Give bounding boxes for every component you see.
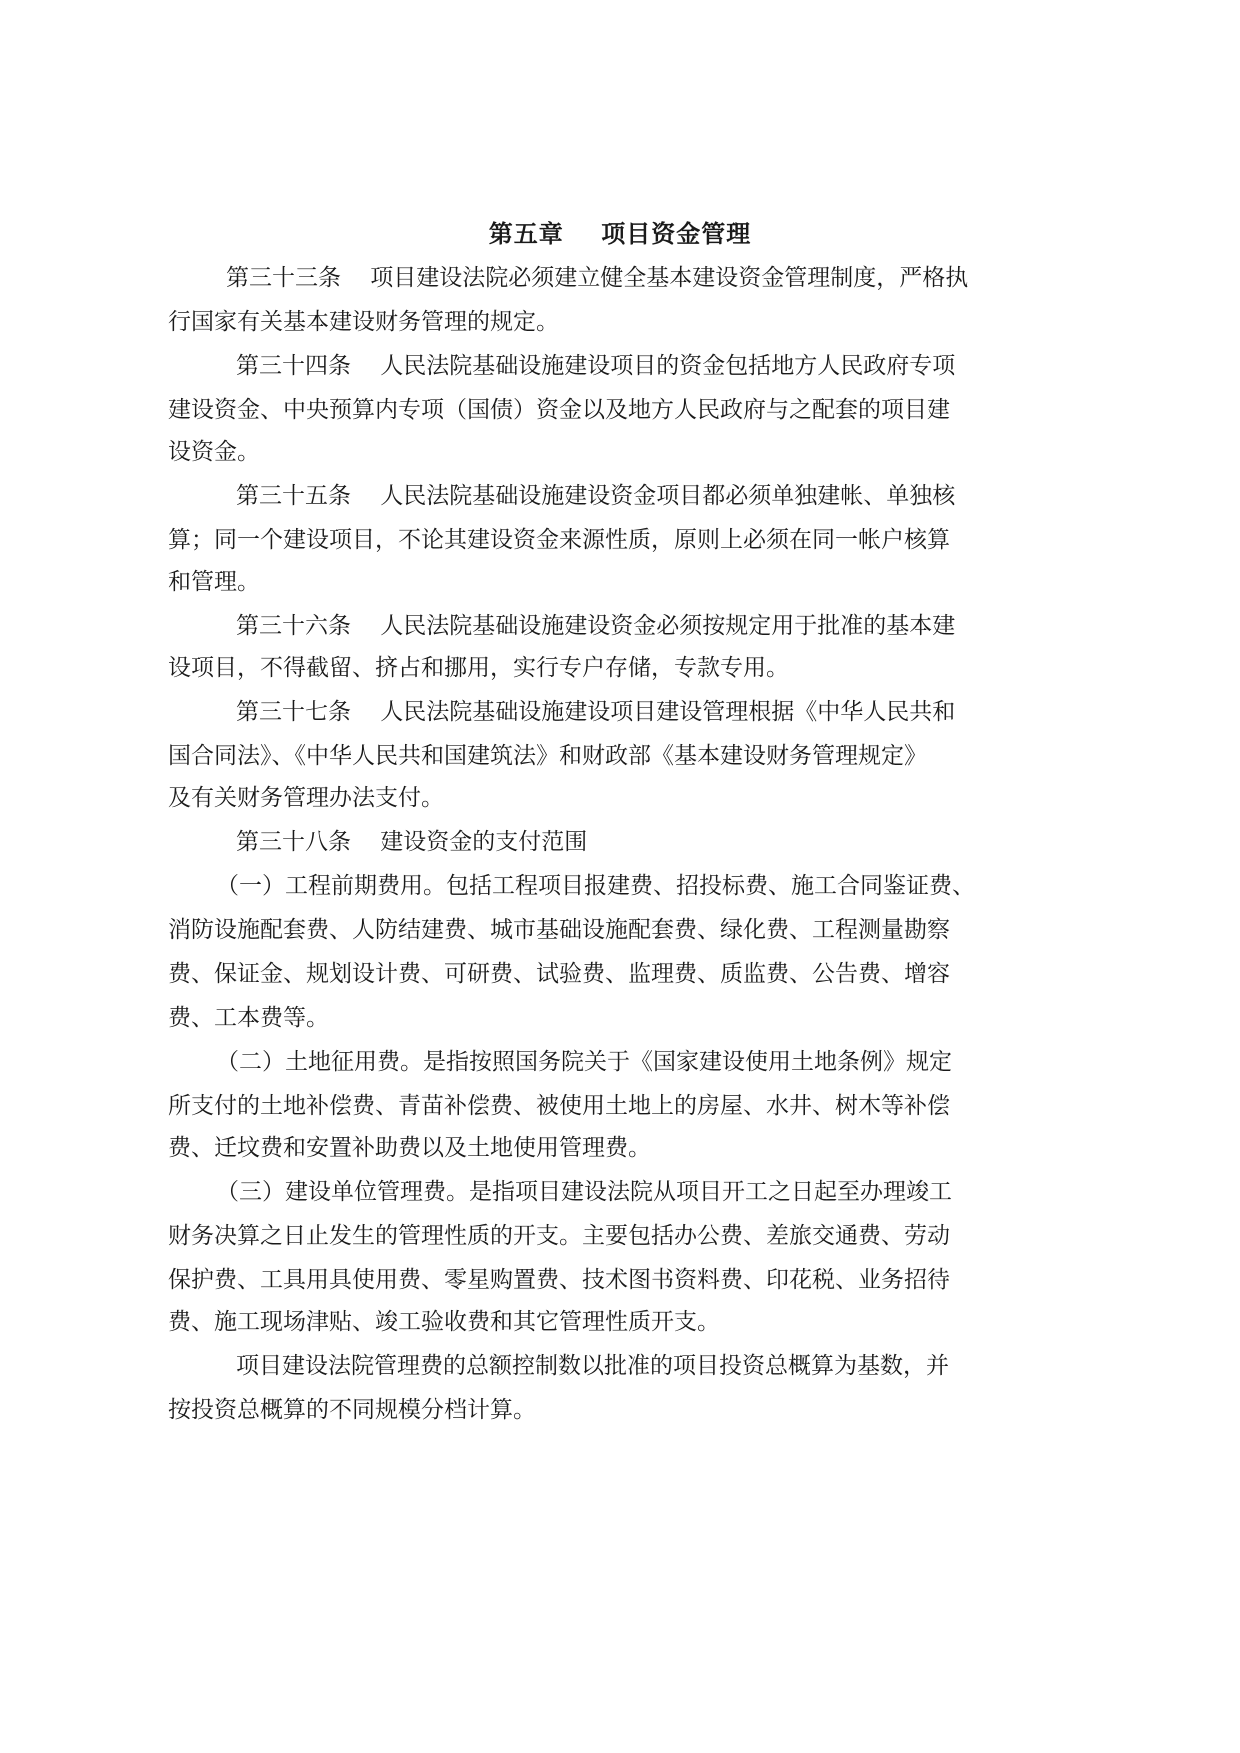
article-34-line-2: 建设资金、中央预算内专项（国债）资金以及地方人民政府与之配套的项目建: [168, 397, 950, 423]
item-3-line-1: （三）建设单位管理费。是指项目建设法院从项目开工之日起至办理竣工: [216, 1179, 952, 1205]
item-2-line-1: （二）土地征用费。是指按照国务院关于《国家建设使用土地条例》规定: [216, 1049, 952, 1075]
article-33-line-1: 第三十三条 项目建设法院必须建立健全基本建设资金管理制度，严格执: [226, 265, 969, 291]
item-3-line-3: 保护费、工具用具使用费、零星购置费、技术图书资料费、印花税、业务招待: [168, 1267, 950, 1293]
article-36-line-1: 第三十六条 人民法院基础设施建设资金必须按规定用于批准的基本建: [236, 613, 956, 639]
article-33-line-2: 行国家有关基本建设财务管理的规定。: [168, 309, 559, 335]
item-3-line-2: 财务决算之日止发生的管理性质的开支。主要包括办公费、差旅交通费、劳动: [168, 1223, 950, 1249]
item-1-line-3: 费、保证金、规划设计费、可研费、试验费、监理费、质监费、公告费、增容: [168, 961, 950, 987]
article-34-line-1: 第三十四条 人民法院基础设施建设项目的资金包括地方人民政府专项: [236, 353, 956, 379]
chapter-title: 第五章 项目资金管理: [488, 219, 752, 248]
item-2-line-2: 所支付的土地补偿费、青苗补偿费、被使用土地上的房屋、水井、树木等补偿: [168, 1093, 950, 1119]
article-35-line-2: 算；同一个建设项目，不论其建设资金来源性质，原则上必须在同一帐户核算: [168, 527, 950, 553]
article-34-line-3: 设资金。: [168, 439, 260, 465]
management-fee-line-2: 按投资总概算的不同规模分档计算。: [168, 1397, 536, 1423]
article-38-heading: 第三十八条 建设资金的支付范围: [236, 829, 588, 855]
article-35-line-1: 第三十五条 人民法院基础设施建设资金项目都必须单独建帐、单独核: [236, 483, 956, 509]
article-35-line-3: 和管理。: [168, 569, 260, 595]
article-37-line-1: 第三十七条 人民法院基础设施建设项目建设管理根据《中华人民共和: [236, 699, 956, 725]
item-2-line-3: 费、迁坟费和安置补助费以及土地使用管理费。: [168, 1135, 651, 1161]
item-3-line-4: 费、施工现场津贴、竣工验收费和其它管理性质开支。: [168, 1309, 720, 1335]
management-fee-line-1: 项目建设法院管理费的总额控制数以批准的项目投资总概算为基数，并: [236, 1353, 949, 1379]
item-1-line-1: （一）工程前期费用。包括工程项目报建费、招投标费、施工合同鉴证费、: [216, 873, 975, 899]
article-36-line-2: 设项目，不得截留、挤占和挪用，实行专户存储，专款专用。: [168, 655, 789, 681]
item-1-line-2: 消防设施配套费、人防结建费、城市基础设施配套费、绿化费、工程测量勘察: [168, 917, 950, 943]
article-37-line-3: 及有关财务管理办法支付。: [168, 785, 444, 811]
item-1-line-4: 费、工本费等。: [168, 1005, 329, 1031]
article-37-line-2: 国合同法》、《中华人民共和国建筑法》和财政部《基本建设财务管理规定》: [168, 743, 927, 769]
